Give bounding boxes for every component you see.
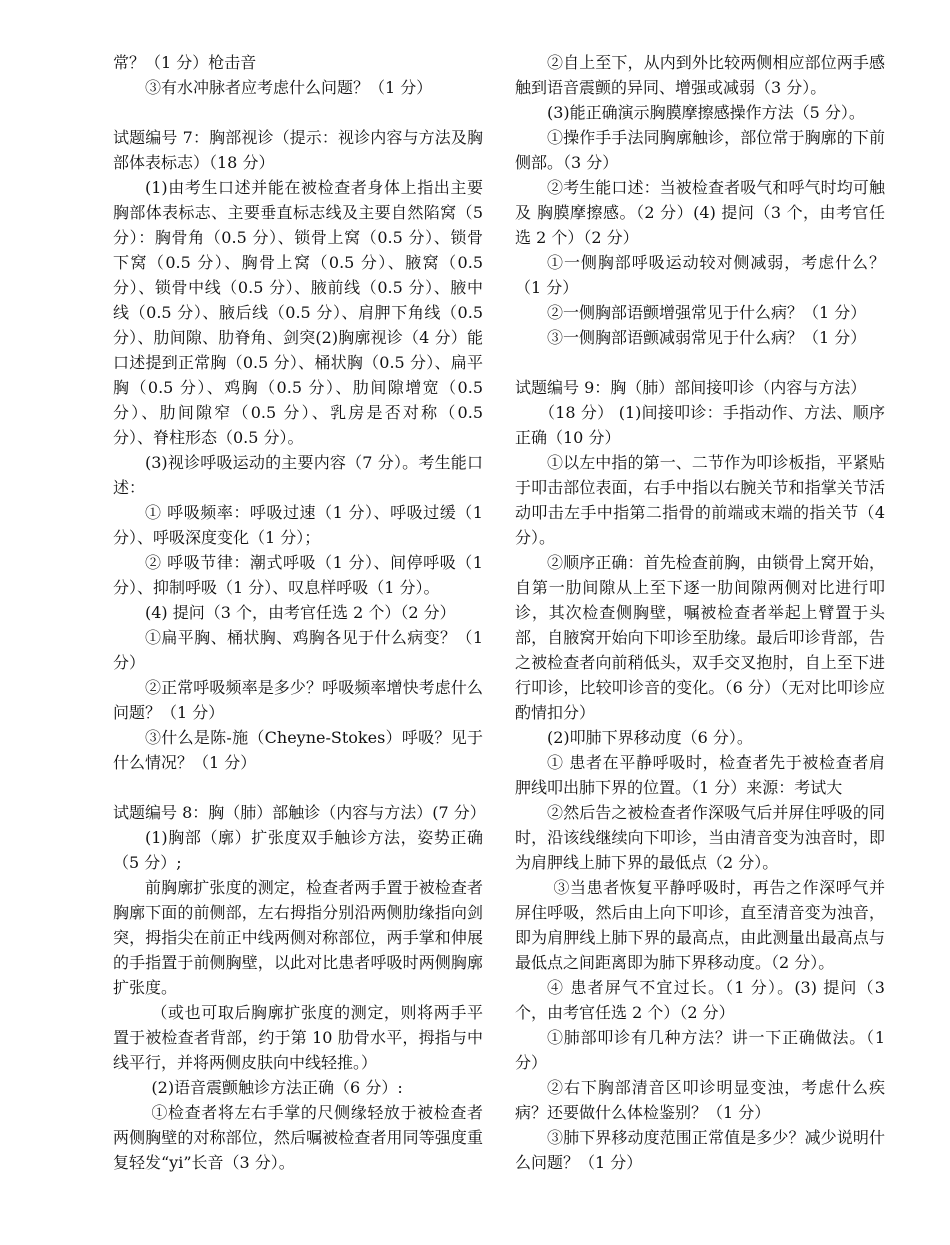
paragraph: ①肺部叩诊有几种方法？讲一下正确做法。（1 分）: [515, 1028, 885, 1072]
paragraph: (3)视诊呼吸运动的主要内容（7 分）。考生能口述：: [113, 453, 483, 497]
paragraph-gap: [113, 100, 483, 125]
paragraph: (4) 提问（3 个，由考官任选 2 个）（2 分）: [145, 603, 456, 622]
paragraph: (2)叩肺下界移动度（6 分）。: [547, 728, 753, 747]
section-heading: 试题编号 7：胸部视诊（提示：视诊内容与方法及胸部体表标志）（18 分）: [113, 128, 483, 172]
paragraph: ③当患者恢复平静呼吸时，再告之作深呼气并屏住呼吸，然后由上向下叩诊，直至清音变为浊音，即为肩胛线上肺下界的最高点，由此测量出最高点与最低点之间距离即为肺下界移动度。（2 分）。: [515, 878, 885, 972]
paragraph: ①一侧胸部呼吸运动较对侧减弱，考虑什么？（1 分）: [515, 253, 885, 297]
paragraph: ④ 患者屏气不宜过长。（1 分）。(3) 提问（3 个，由考官任选 2 个）（2 分）: [515, 978, 885, 1022]
paragraph: ②顺序正确：首先检查前胸，由锁骨上窝开始，自第一肋间隙从上至下逐一肋间隙两侧对比进行叩诊，其次检查侧胸壁，嘱被检查者举起上臂置于头部，自腋窝开始向下叩诊至肋缘。最后叩诊背部，告之被检查者向前稍低头，双手交叉抱肘，自上至下进行叩诊，比较叩诊音的变化。（6 分）（无对比叩诊应酌情扣分）: [515, 553, 885, 722]
paragraph: ①检查者将左右手掌的尺侧缘轻放于被检查者两侧胸壁的对称部位，然后嘱被检查者用同等强度重复轻发“yi”长音（3 分）。: [113, 1103, 483, 1172]
paragraph: （18 分） (1)间接叩诊：手指动作、方法、顺序正确（10 分）: [515, 403, 885, 447]
paragraph: ②然后告之被检查者作深吸气后并屏住呼吸的同时，沿该线继续向下叩诊，当由清音变为浊音时，即为肩胛线上肺下界的最低点（2 分）。: [515, 803, 885, 872]
paragraph: ③肺下界移动度范围正常值是多少？减少说明什么问题？（1 分）: [515, 1128, 885, 1172]
paragraph: ②一侧胸部语颤增强常见于什么病？（1 分）: [547, 303, 867, 322]
paragraph: ① 患者在平静呼吸时，检查者先于被检查者肩胛线叩出肺下界的位置。（1 分）来源：考试大: [515, 753, 885, 797]
paragraph: ③什么是陈-施（Cheyne-Stokes）呼吸？见于什么情况？（1 分）: [113, 728, 483, 772]
left-column: [113, 50, 486, 1175]
right-column: [515, 50, 885, 1175]
paragraph: ②正常呼吸频率是多少？呼吸频率增快考虑什么问题？（1 分）: [113, 678, 483, 722]
paragraph: （或也可取后胸廓扩张度的测定，则将两手平置于被检查者背部，约于第 10 肋骨水平，拇指与中线平行，并将两侧皮肤向中线轻推。）: [113, 1003, 483, 1072]
paragraph-gap: [113, 775, 483, 800]
paragraph: ②考生能口述：当被检查者吸气和呼气时均可触及 胸膜摩擦感。（2 分）(4) 提问（3 个，由考官任选 2 个）（2 分）: [515, 178, 885, 247]
paragraph: ①操作手手法同胸廓触诊，部位常于胸廓的下前侧部。（3 分）: [515, 128, 885, 172]
paragraph: ②自上至下，从内到外比较两侧相应部位两手感触到语音震颤的异同、增强或减弱（3 分）。: [515, 53, 885, 97]
paragraph: ①扁平胸、桶状胸、鸡胸各见于什么病变？（1 分）: [113, 628, 483, 672]
section-heading: 试题编号 8：胸（肺）部触诊（内容与方法）(7 分）: [113, 803, 486, 822]
paragraph: (1)胸部（廓）扩张度双手触诊方法，姿势正确（5 分）;: [113, 828, 483, 872]
paragraph: 常？（1 分）枪击音: [113, 53, 257, 72]
paragraph: (1)由考生口述并能在被检查者身体上指出主要胸部体表标志、主要垂直标志线及主要自然陷窝（5 分）：胸骨角（0.5 分）、锁骨上窝（0.5 分）、锁骨下窝（0.5 分）、胸骨上窝（0.5 分）、腋窝（0.5 分）、锁骨中线（0.5 分）、腋前线（0.5 分）、腋中线（0.5 分）、腋后线（0.5 分）、肩胛下角线（0.5 分）、肋间隙、肋脊角、剑突(2)胸廓视诊（4 分）能口述提到正常胸（0.5 分）、桶状胸（0.5 分）、扁平胸（0.5 分）、鸡胸（0.5 分）、肋间隙增宽（0.5 分）、肋间隙窄（0.5 分）、乳房是否对称（0.5 分）、脊柱形态（0.5 分）。: [113, 178, 483, 447]
paragraph: ③一侧胸部语颤减弱常见于什么病？（1 分）: [547, 328, 867, 347]
paragraph: ① 呼吸频率：呼吸过速（1 分）、呼吸过缓（1 分）、呼吸深度变化（1 分）；: [113, 503, 483, 547]
paragraph: ② 呼吸节律：潮式呼吸（1 分）、间停呼吸（1 分）、抑制呼吸（1 分）、叹息样呼吸（1 分）。: [113, 553, 483, 597]
section-heading: 试题编号 9：胸（肺）部间接叩诊（内容与方法）: [515, 378, 867, 397]
paragraph-gap: [515, 350, 885, 375]
paragraph: ②右下胸部清音区叩诊明显变浊，考虑什么疾病？还要做什么体检鉴别？（1 分）: [515, 1078, 885, 1122]
paragraph: ③有水冲脉者应考虑什么问题？（1 分）: [145, 78, 433, 97]
paragraph: (2)语音震颤触诊方法正确（6 分）:: [151, 1078, 403, 1097]
paragraph: ①以左中指的第一、二节作为叩诊板指，平紧贴于叩击部位表面，右手中指以右腕关节和指掌关节活动叩击左手中指第二指骨的前端或末端的指关节（4 分）。: [515, 453, 885, 547]
paragraph: 前胸廓扩张度的测定，检查者两手置于被检查者胸廓下面的前侧部，左右拇指分别沿两侧肋缘指向剑突，拇指尖在前正中线两侧对称部位，两手掌和伸展的手指置于前侧胸壁，以此对比患者呼吸时两侧胸廓扩张度。: [113, 878, 483, 997]
paragraph: (3)能正确演示胸膜摩擦感操作方法（5 分）。: [547, 103, 865, 122]
